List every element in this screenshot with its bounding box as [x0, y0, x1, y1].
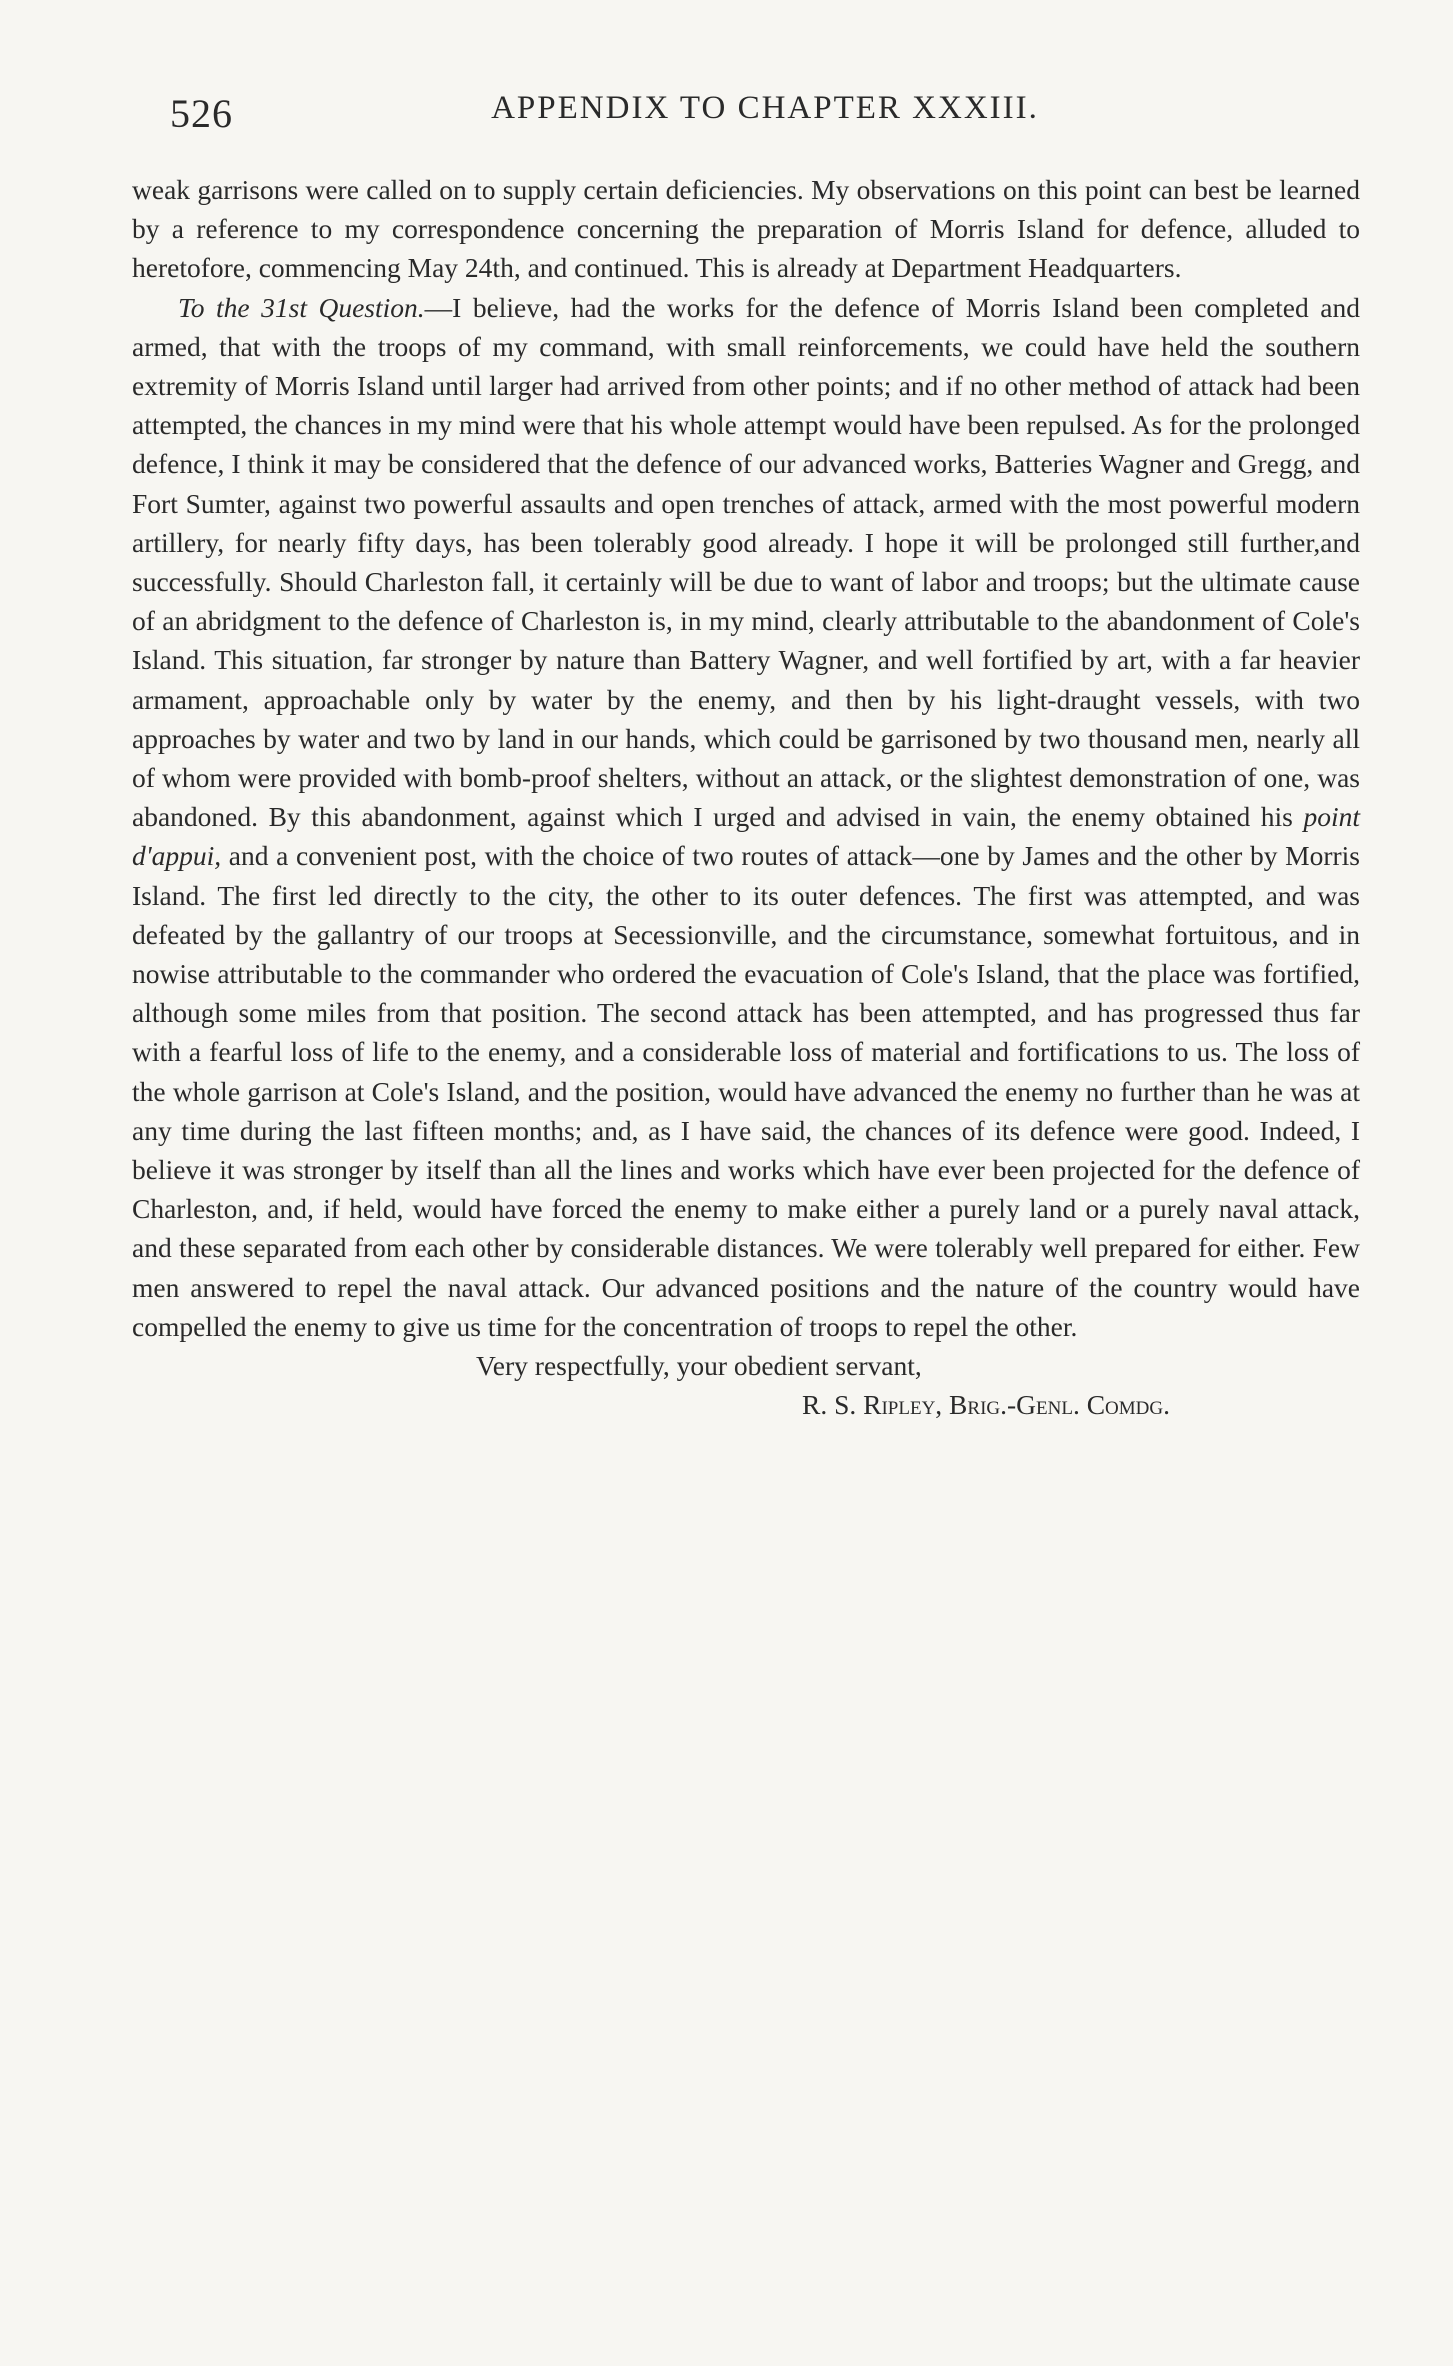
italic-phrase: point d'appui, [132, 801, 1360, 872]
paragraph-continuation: weak garrisons were called on to supply certain deficiencies. My observations on this point can best be learned by a reference to my correspondence concerning the preparation of Morris Island for defence, alluded to heretofore, commencing May 24th, and continued. This is already at Department Headquarters. [132, 174, 1360, 284]
page-number: 526 [170, 91, 233, 136]
page-header [170, 90, 1360, 150]
closing-salutation: Very respectfully, your obedient servant, [476, 1350, 922, 1382]
body-text [132, 170, 1360, 1425]
running-head: APPENDIX TO CHAPTER XXXIII. [491, 90, 1039, 126]
paragraph-text-part-a: —I believe, had the works for the defence of Morris Island been completed and armed, that with the troops of my command, with small reinforcements, we could have held the southern extremity of Morris Island until larger had arrived from other points; and if no other method of attack had been attempted, the chances in my mind were that his whole attempt would have been repulsed. As for the prolonged defence, I think it may be considered that the defence of our advanced works, Batteries Wagner and Gregg, and Fort Sumter, against two powerful assaults and open trenches of attack, armed with the most powerful modern artillery, for nearly fifty days, has been tolerably good already. I hope it will be prolonged still further,and successfully. Should Charleston fall, it certainly will be due to want of labor and troops; but the ultimate cause of an abridgment to the defence of Charleston is, in my mind, clearly attributable to the abandonment of Cole's Island. This situation, far stronger by nature than Battery Wagner, and well fortified by art, with a far heavier armament, approachable only by water by the enemy, and then by his light-draught vessels, with two approaches by water and two by land in our hands, which could be garrisoned by two thousand men, nearly all of whom were provided with bomb-proof shelters, without an attack, or the slightest demonstration of one, was abandoned. By this abandonment, against which I urged and advised in vain, the enemy obtained his [132, 291, 1360, 833]
paragraph-text-part-b: and a convenient post, with the choice of two routes of attack—one by James and the other by Morris Island. The first led directly to the city, the other to its outer defences. The first was attempted, and was defeated by the gallantry of our troops at Secessionville, and the circumstance, somewhat fortuitous, and in nowise attributable to the commander who ordered the evacuation of Cole's Island, that the place was fortified, although some miles from that position. The second attack has been attempted, and has progressed thus far with a fearful loss of life to the enemy, and a considerable loss of material and fortifications to us. The loss of the whole garrison at Cole's Island, and the position, would have advanced the enemy no further than he was at any time during the last fifteen months; and, as I have said, the chances of its defence were good. Indeed, I believe it was stronger by itself than all the lines and works which have ever been projected for the defence of Charleston, and, if held, would have forced the enemy to make either a purely land or a purely naval attack, and these separated from each other by considerable distances. We were tolerably well prepared for either. Few men answered to repel the naval attack. Our advanced positions and the nature of the country would have compelled the enemy to give us time for the concentration of troops to repel the other. [132, 840, 1360, 1342]
question-lead: To the 31st Question. [178, 291, 425, 323]
signature: R. S. Ripley, Brig.-Genl. Comdg. [802, 1389, 1170, 1421]
paragraph-31st-question [132, 288, 1360, 1346]
